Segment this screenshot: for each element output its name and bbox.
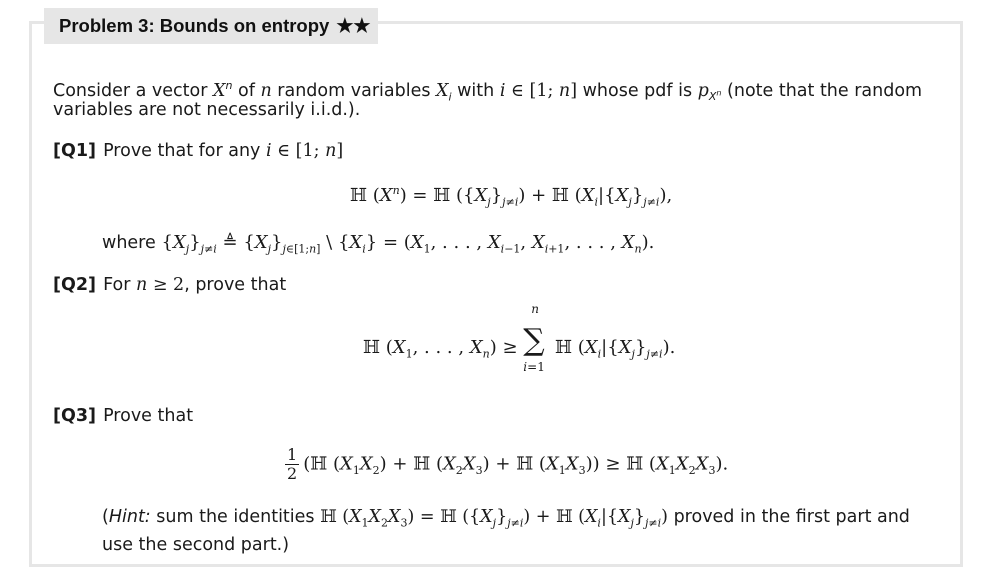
q2-prompt: [Q2] For n ≥ 2, prove that: [53, 275, 287, 295]
q2-equation: ℍ ($X_1$, . . . , $X_n$) ≥ n ∑ i=1 ℍ $(X_i|\{X_j\}_{j\ne i})$.: [363, 302, 676, 374]
difficulty-stars: ★★: [336, 15, 371, 37]
q1-tag: [Q1]: [53, 141, 97, 161]
q3-hint-line-1: (Hint: sum the identities ℍ $(X_1X_2X_3)$ = ℍ $(\{X_j\}_{j\ne i})$ + ℍ $(X_i|\{X_j\}_{j\ne i})$ proved in the first part and: [102, 507, 910, 530]
problem-title: [44, 8, 378, 44]
q1-prompt: [Q1] Prove that for any i ∈ [1; n]: [53, 141, 344, 161]
q3-tag: [Q3]: [53, 406, 97, 426]
q3-hint-line-2: use the second part.): [102, 535, 290, 555]
summation-symbol: n ∑ i=1: [523, 302, 545, 374]
q1-equation: ℍ $(X^n)$ = ℍ $(\{X_j\}_{j\ne i})$ + ℍ $(X_i|\{X_j\}_{j\ne i})$,: [350, 184, 673, 209]
q2-tag: [Q2]: [53, 275, 97, 295]
intro-line-1: Consider a vector $X^n$ of n random variables $X_i$ with i ∈ [1; n] whose pdf is $p_{X^n}$ (note that the random: [53, 79, 923, 104]
hint-label: Hint:: [108, 507, 151, 527]
one-half-fraction: $\frac{1}{2}$: [287, 445, 298, 483]
intro-line-2: variables are not necessarily i.i.d.).: [53, 100, 361, 120]
problem-title-text: Problem 3: Bounds on entropy: [59, 15, 330, 36]
q1-where-definition: where $\{X_j\}_{j\ne i}$ ≜ $\{X_j\}_{j\in[1;n]}$ \ $\{X_i\} = (X_1$, . . . , $X_{i-1}$, $X_{i+1}$, . . . , $X_n$).: [102, 232, 655, 256]
q3-prompt: [Q3] Prove that: [53, 406, 194, 426]
q3-equation: $\frac{1}{2}$ (ℍ $(X_1X_2)$ + ℍ $(X_2X_3)$ + ℍ $(X_1X_3)$) ≥ ℍ $(X_1X_2X_3)$.: [287, 445, 729, 483]
